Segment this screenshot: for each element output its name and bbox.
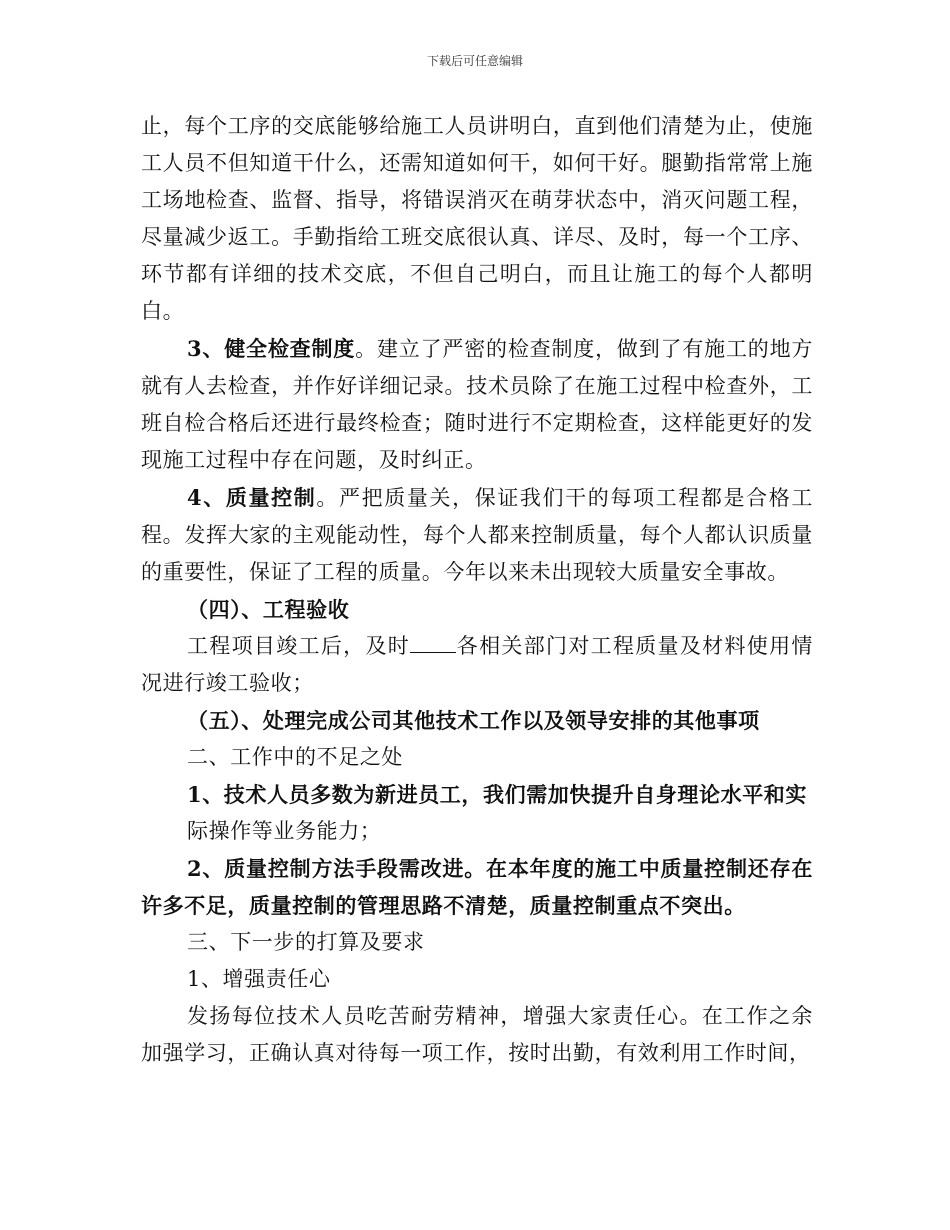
item-4-text: 。严把质量关，保证我们干的每项工程都是合格工程。发挥大家的主观能动性，每个人都来控制质量，每个人都认识质量的重要性，保证了工程的质量。今年以来未出现较大质量安全事故。 [141, 486, 813, 584]
item-3-text: 。建立了严密的检查制度，做到了有施工的地方就有人去检查，并作好详细记录。技术员除了在施工过程中检查外，工班自检合格后还进行最终检查；随时进行不定期检查，这样能更好的发现施工过程中存在问题，及时纠正。 [141, 337, 813, 472]
shortfall-1-continuation: 际操作等业务能力； [187, 819, 382, 843]
fill-in-blank [410, 634, 456, 653]
part-3-heading: 三、下一步的打算及要求 [187, 930, 425, 954]
shortfall-2-paragraph: 2、质量控制方法手段需改进。在本年度的施工中质量控制还存在许多不足，质量控制的管理思路不清楚，质量控制重点不突出。 [141, 856, 813, 918]
section-4-text-b: 各相关部门对工程质量及材料使用情况进行竣工验收； [141, 634, 813, 695]
paragraph-continued: 止，每个工序的交底能够给施工人员讲明白，直到他们清楚为止，使施工人员不但知道干什么，还需知道如何干，如何干好。腿勤指常常上施工场地检查、监督、指导，将错误消灭在萌芽状态中，消灭问题工程，尽量减少返工。手勤指给工班交底很认真、详尽、及时，每一个工序、环节都有详细的技术交底，不但自己明白，而且让施工的每个人都明白。 [141, 114, 813, 323]
paragraph-item-4 [141, 479, 813, 591]
item-3-title: 3、健全检查制度 [187, 336, 356, 361]
shortfall-1-heading: 1、技术人员多数为新进员工，我们需加快提升自身理论水平和实 [187, 782, 808, 807]
section-4-paragraph [141, 628, 813, 702]
section-4-text-a: 工程项目竣工后，及时 [187, 634, 411, 658]
part-2-heading: 二、工作中的不足之处 [187, 745, 403, 769]
plan-1-heading: 1、增强责任心 [187, 967, 331, 991]
paragraph-item-3 [141, 330, 813, 479]
item-4-title: 4、质量控制 [187, 485, 317, 510]
section-5-heading: （五）、处理完成公司其他技术工作以及领导安排的其他事项 [187, 708, 760, 733]
plan-1-paragraph: 发扬每位技术人员吃苦耐劳精神，增强大家责任心。在工作之余加强学习，正确认真对待每一项工作，按时出勤，有效利用工作时间， [141, 1004, 813, 1065]
page-header-note: 下载后可任意编辑 [426, 54, 523, 68]
document-body [141, 108, 813, 1072]
section-4-heading: （四）、工程验收 [187, 597, 350, 622]
